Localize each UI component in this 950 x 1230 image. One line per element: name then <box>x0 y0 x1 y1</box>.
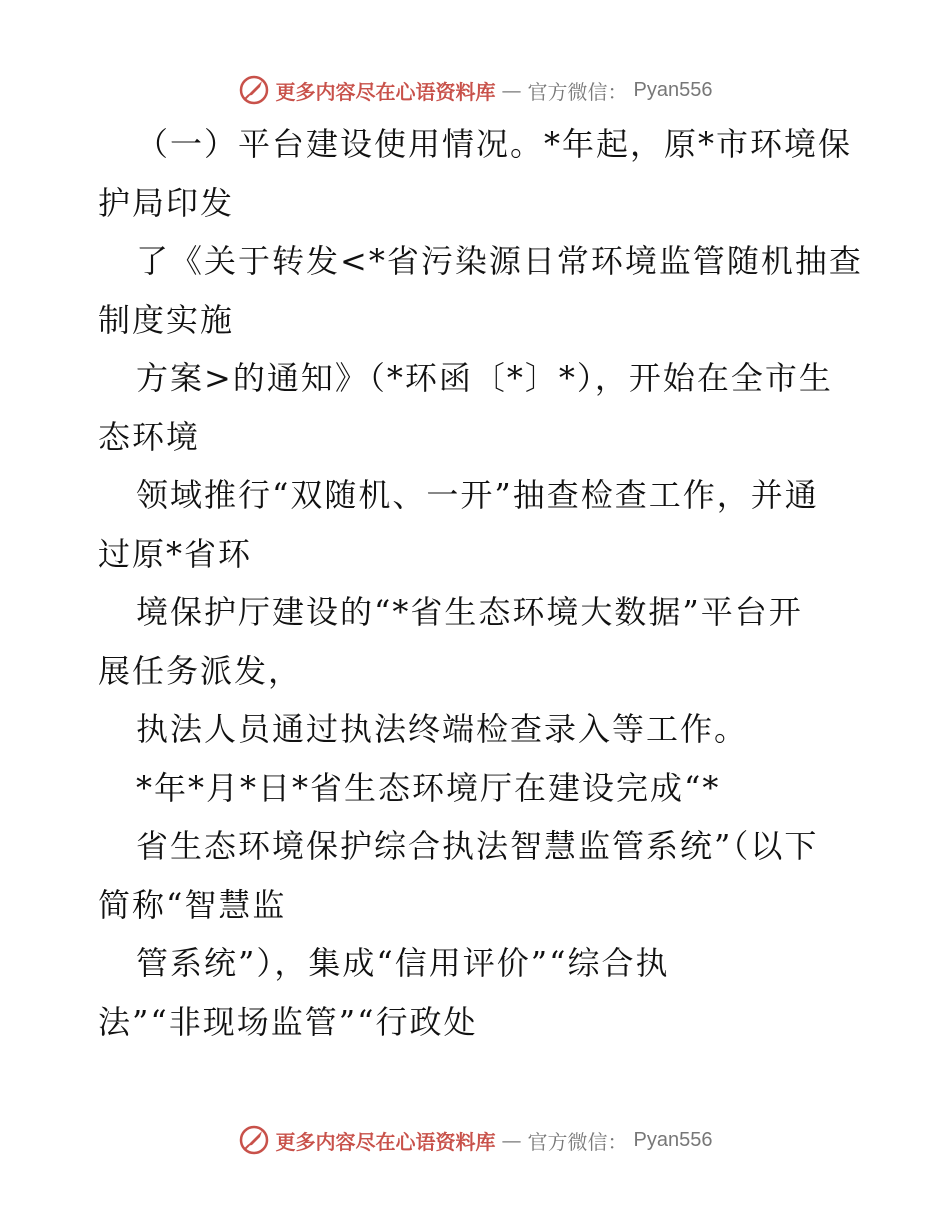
text-line: 护局印发 <box>98 183 235 222</box>
text-line: 执法人员通过执法终端检查录入等工作。 <box>136 710 749 748</box>
text-line: 方案>的通知》（*环函〔*〕*），开始在全市生 <box>136 359 833 397</box>
text-line: 领域推行“双随机、一开”抽查检查工作，并通 <box>136 476 819 514</box>
text-line: 展任务派发， <box>98 651 303 690</box>
watermark-wechat-label: 官方微信： <box>527 79 628 104</box>
watermark-handle: Pyan556 <box>633 78 713 101</box>
document-body <box>98 115 863 1051</box>
footer-watermark <box>0 1120 950 1160</box>
watermark-wechat-label: 官方微信： <box>527 1129 628 1154</box>
text-line: 简称“智慧监 <box>98 885 287 924</box>
text-line: 境保护厅建设的“*省生态环境大数据”平台开 <box>136 593 803 631</box>
text-line: *年*月*日*省生态环境厅在建设完成“* <box>136 768 721 807</box>
text-line: （一）平台建设使用情况。*年起，原*市环境保 <box>136 125 853 163</box>
watermark-dash: — <box>501 78 522 102</box>
text-line: 了《关于转发<*省污染源日常环境监管随机抽查 <box>136 242 863 280</box>
watermark-dash: — <box>501 1128 522 1152</box>
text-line: 过原*省环 <box>98 534 253 573</box>
watermark-handle: Pyan556 <box>633 1128 713 1151</box>
text-line: 态环境 <box>98 417 201 456</box>
quill-logo-icon <box>238 1124 270 1156</box>
text-line: 省生态环境保护综合执法智慧监管系统”（以下 <box>136 827 819 865</box>
watermark-brand: 更多内容尽在心语资料库 <box>275 1129 496 1154</box>
quill-logo-icon <box>238 74 270 106</box>
header-watermark <box>0 70 950 110</box>
watermark-brand: 更多内容尽在心语资料库 <box>275 79 496 104</box>
text-line: 制度实施 <box>98 300 235 339</box>
text-line: 管系统”），集成“信用评价”“综合执 <box>136 944 670 982</box>
text-line: 法”“非现场监管”“行政处 <box>98 1002 478 1041</box>
